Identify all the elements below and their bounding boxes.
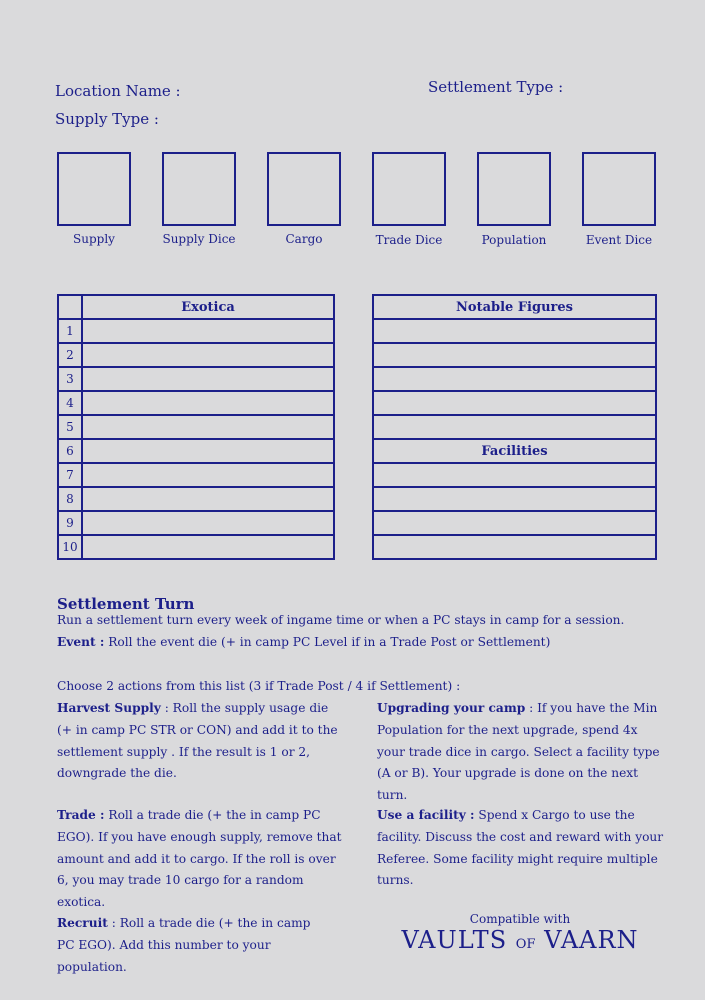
brand-vaults: VAULTS — [401, 926, 508, 954]
event-label: Event : — [57, 635, 105, 649]
exotica-row-number: 1 — [58, 319, 82, 343]
notable-figure-field[interactable] — [373, 343, 656, 367]
cargo-label: Cargo — [285, 232, 323, 246]
settlement-turn-intro: Run a settlement turn every week of ingame time or when a PC stays in camp for a session. — [57, 613, 625, 627]
notable-figures-header: Notable Figures — [373, 295, 656, 319]
event-text: Roll the event die (+ in camp PC Level if in a Trade Post or Settlement) — [104, 635, 551, 649]
supply-box[interactable] — [57, 152, 131, 226]
brand-vaarn: VAARN — [544, 926, 639, 954]
exotica-row-number: 9 — [58, 511, 82, 535]
facility-field[interactable] — [373, 535, 656, 559]
exotica-corner-cell — [58, 295, 82, 319]
upgrading-camp-rule — [377, 698, 667, 807]
facilities-header: Facilities — [373, 439, 656, 463]
supply-type-label: Supply Type : — [55, 110, 159, 128]
recruit-text: : Roll a trade die (+ the in camp PC EGO). Add this number to your population. — [57, 916, 311, 974]
event-dice-label: Event Dice — [585, 233, 653, 247]
harvest-supply-rule — [57, 698, 347, 785]
population-box[interactable] — [477, 152, 551, 226]
event-dice-box[interactable] — [582, 152, 656, 226]
supply-dice-label: Supply Dice — [162, 232, 236, 246]
settlement-turn-title: Settlement Turn — [57, 595, 195, 613]
exotica-row-number: 2 — [58, 343, 82, 367]
harvest-supply-label: Harvest Supply — [57, 701, 161, 715]
compatible-with-text: Compatible with — [469, 912, 571, 926]
cargo-box[interactable] — [267, 152, 341, 226]
exotica-header: Exotica — [82, 295, 334, 319]
trade-dice-label: Trade Dice — [375, 233, 443, 247]
exotica-row-field[interactable] — [82, 487, 334, 511]
exotica-row-field[interactable] — [82, 511, 334, 535]
exotica-row-field[interactable] — [82, 367, 334, 391]
exotica-row-field[interactable] — [82, 319, 334, 343]
notable-figure-field[interactable] — [373, 319, 656, 343]
supply-dice-box[interactable] — [162, 152, 236, 226]
location-name-label: Location Name : — [55, 82, 181, 100]
notable-figures-facilities-table — [372, 294, 657, 560]
exotica-row-field[interactable] — [82, 439, 334, 463]
exotica-table — [57, 294, 335, 560]
facility-field[interactable] — [373, 463, 656, 487]
exotica-row-number: 6 — [58, 439, 82, 463]
recruit-label: Recruit — [57, 916, 108, 930]
upgrading-camp-label: Upgrading your camp — [377, 701, 526, 715]
recruit-rule — [57, 913, 317, 978]
exotica-row-number: 3 — [58, 367, 82, 391]
exotica-row-field[interactable] — [82, 463, 334, 487]
brand-wordmark — [400, 926, 640, 954]
facility-field[interactable] — [373, 487, 656, 511]
brand-of: OF — [515, 937, 536, 952]
facility-field[interactable] — [373, 511, 656, 535]
exotica-row-field[interactable] — [82, 535, 334, 559]
exotica-row-field[interactable] — [82, 391, 334, 415]
exotica-row-field[interactable] — [82, 415, 334, 439]
trade-dice-box[interactable] — [372, 152, 446, 226]
supply-label: Supply — [73, 232, 115, 246]
event-rule — [57, 632, 677, 654]
harvest-supply-text: : Roll the supply usage die (+ in camp PC STR or CON) and add it to the settlement supply . If the result is 1 or 2, downgrade the die. — [57, 701, 338, 781]
trade-text: Roll a trade die (+ the in camp PC EGO). If you have enough supply, remove that amount and add it to cargo. If the roll is over 6, you may trade 10 cargo for a random exotica. — [57, 808, 342, 910]
upgrading-camp-text: : If you have the Min Population for the next upgrade, spend 4x your trade dice in cargo. Select a facility type (A or B). Your upgrade is done on the next turn. — [377, 701, 660, 803]
use-facility-label: Use a facility : — [377, 808, 475, 822]
trade-label: Trade : — [57, 808, 105, 822]
vaults-of-vaarn-logo — [400, 912, 640, 954]
use-facility-text: Spend x Cargo to use the facility. Discuss the cost and reward with your Referee. Some facility might require multiple turns. — [377, 808, 664, 888]
notable-figure-field[interactable] — [373, 415, 656, 439]
population-label: Population — [481, 233, 547, 247]
exotica-row-number: 8 — [58, 487, 82, 511]
exotica-row-number: 10 — [58, 535, 82, 559]
settlement-type-label: Settlement Type : — [428, 78, 564, 96]
notable-figure-field[interactable] — [373, 367, 656, 391]
exotica-row-field[interactable] — [82, 343, 334, 367]
exotica-row-number: 4 — [58, 391, 82, 415]
exotica-row-number: 7 — [58, 463, 82, 487]
notable-figure-field[interactable] — [373, 391, 656, 415]
use-facility-rule — [377, 805, 667, 892]
trade-rule — [57, 805, 342, 914]
choose-actions-text: Choose 2 actions from this list (3 if Trade Post / 4 if Settlement) : — [57, 679, 461, 693]
exotica-row-number: 5 — [58, 415, 82, 439]
